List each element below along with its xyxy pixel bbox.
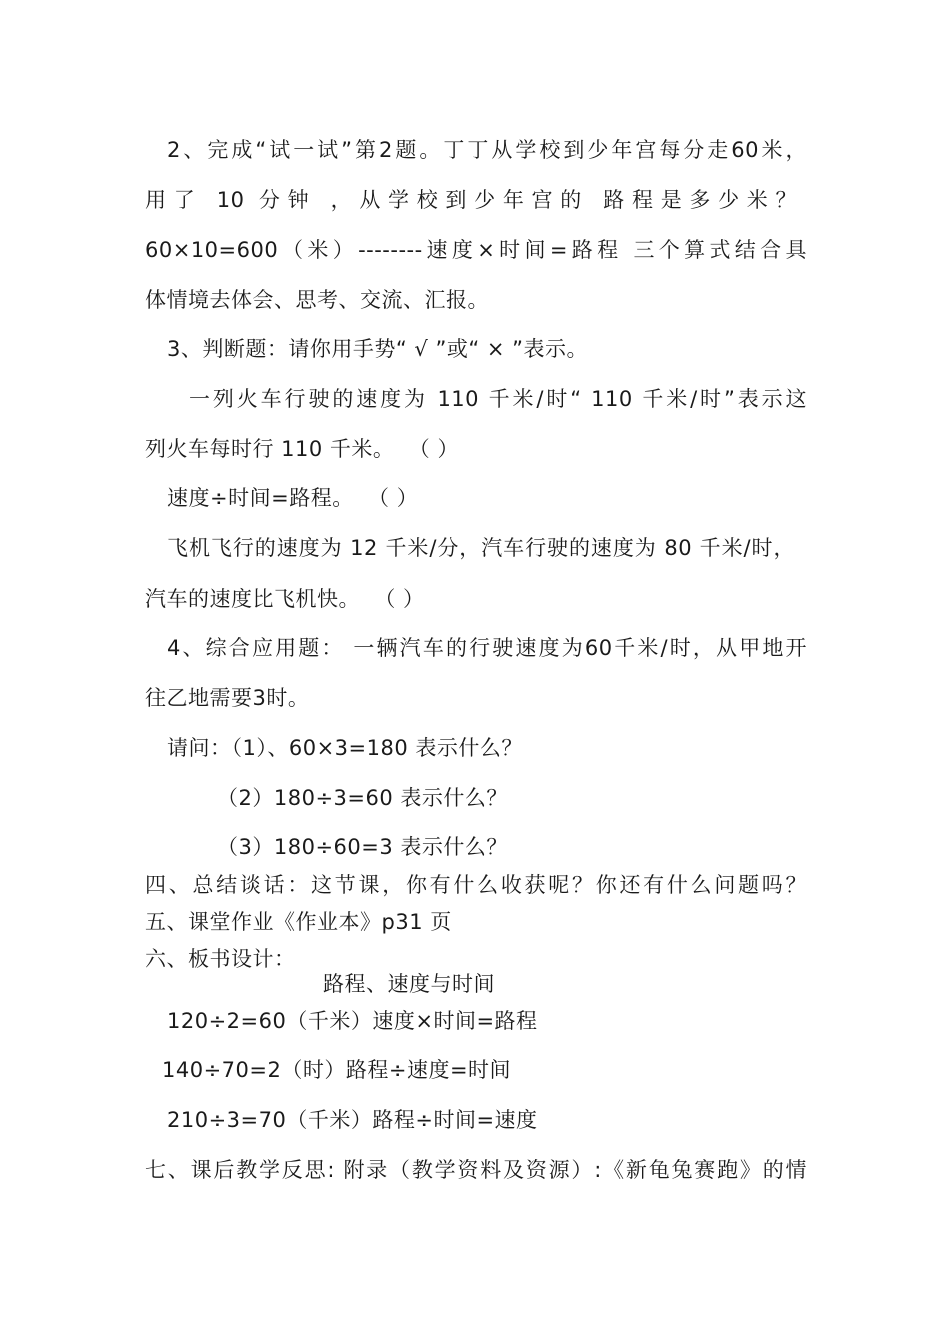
text-line-5: 3、判断题：请你用手势“ √ ”或“ × ”表示。 <box>167 337 589 361</box>
board-line-2: 140÷70=2（时）路程÷速度=时间 <box>162 1058 512 1082</box>
text-line-7: 列火车每时行 110 千米。 （ ） <box>145 437 459 461</box>
text-line-8: 速度÷时间=路程。 （ ） <box>167 486 419 510</box>
text-line-15: （3）180÷60=3 表示什么？ <box>217 835 508 859</box>
text-line-11: 4、综合应用题： 一辆汽车的行驶速度为60千米/时，从甲地开 <box>167 636 807 660</box>
board-title: 路程、速度与时间 <box>323 972 495 996</box>
text-line-6: 一列火车行驶的速度为 110 千米/时“ 110 千米/时”表示这 <box>189 387 807 411</box>
text-line-1: 2、完成“试一试”第2题。丁丁从学校到少年宫每分走60米， <box>167 138 807 162</box>
text-line-2: 用了 10 分钟 ，从学校到少年宫的 路程是多少米？ <box>145 188 797 212</box>
text-line-13: 请问：（1）、60×3=180 表示什么？ <box>167 736 523 760</box>
text-line-10: 汽车的速度比飞机快。 （ ） <box>145 587 425 611</box>
text-line-3: 60×10=600（米）--------速度×时间=路程 三个算式结合具 <box>145 238 807 262</box>
text-line-14: （2）180÷3=60 表示什么？ <box>217 786 508 810</box>
board-line-1: 120÷2=60（千米）速度×时间=路程 <box>167 1009 538 1033</box>
text-line-9: 飞机飞行的速度为 12 千米/分，汽车行驶的速度为 80 千米/时， <box>167 536 795 560</box>
board-line-3: 210÷3=70（千米）路程÷时间=速度 <box>167 1108 538 1132</box>
text-line-17: 五、课堂作业《作业本》p31 页 <box>145 910 452 934</box>
text-line-16: 四、总结谈话：这节课，你有什么收获呢？你还有什么问题吗？ <box>145 873 807 897</box>
text-line-18: 六、板书设计： <box>145 947 296 971</box>
text-line-12: 往乙地需要3时。 <box>145 686 310 710</box>
text-line-4: 体情境去体会、思考、交流、汇报。 <box>145 288 489 312</box>
text-line-last: 七、课后教学反思: 附录（教学资料及资源）:《新龟兔赛跑》的情 <box>145 1158 807 1182</box>
